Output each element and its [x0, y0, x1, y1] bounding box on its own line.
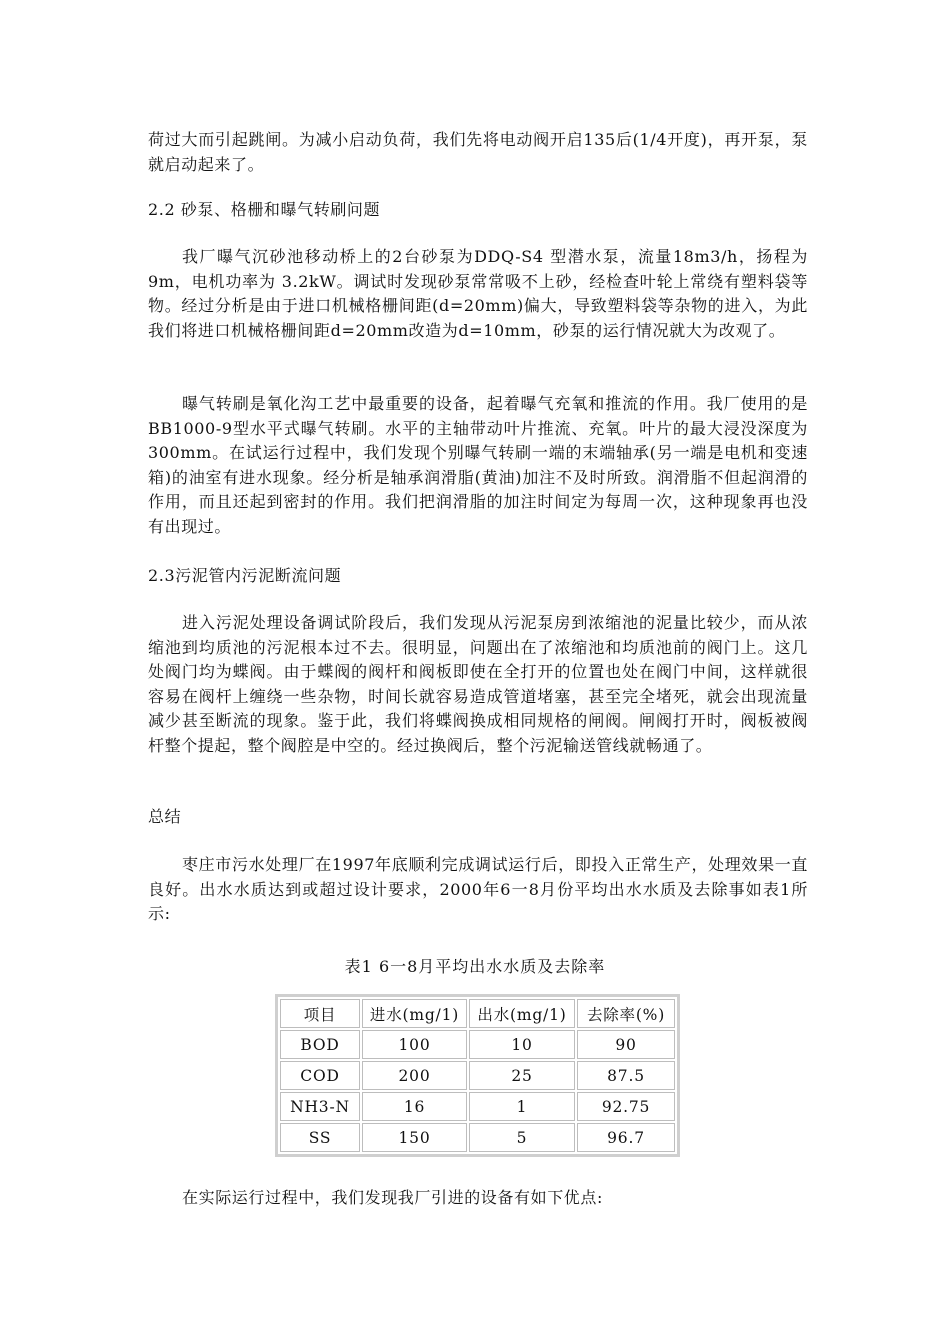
cell-item: SS: [280, 1123, 360, 1152]
paragraph-summary: 枣庄市污水处理厂在1997年底顺利完成调试运行后，即投入正常生产，处理效果一直良好。出水水质达到或超过设计要求，2000年6一8月份平均出水水质及去除事如表1所示:: [148, 855, 808, 923]
cell-removal-rate: 87.5: [577, 1061, 675, 1090]
table-row: [280, 1123, 675, 1152]
paragraph-sand-pump: 我厂曝气沉砂池移动桥上的2台砂泵为DDQ-S4 型潜水泵，流量18m3/h，扬程为9m，电机功率为 3.2kW。调试时发现砂泵常常吸不上砂，经检查叶轮上常绕有塑料袋等物。经过分析是由于进口机械格栅间距(d=20mm)偏大，导致塑料袋等杂物的进入，为此我们将进口机械格栅间距d=20mm改造为d=10mm，砂泵的运行情况就大为改观了。: [148, 247, 808, 340]
cell-influent: 100: [362, 1030, 467, 1059]
header-cell-removal-rate: 去除率(%): [577, 999, 675, 1028]
section-heading-2-2: 2.2 砂泵、格栅和曝气转刷问题: [148, 200, 381, 219]
header-cell-effluent: 出水(mg/1): [469, 999, 575, 1028]
table-row: [280, 1092, 675, 1121]
cell-effluent: 25: [469, 1061, 575, 1090]
section-heading-summary: 总结: [148, 807, 182, 826]
table-caption: 表1 6一8月平均出水水质及去除率: [344, 957, 606, 976]
header-cell-influent: 进水(mg/1): [362, 999, 467, 1028]
cell-removal-rate: 92.75: [577, 1092, 675, 1121]
table-header-row: [280, 999, 675, 1028]
header-cell-item: 项目: [280, 999, 360, 1028]
cell-influent: 150: [362, 1123, 467, 1152]
water-quality-table-frame: [275, 994, 680, 1157]
water-quality-table: [278, 997, 677, 1154]
paragraph-aerator: 曝气转刷是氧化沟工艺中最重要的设备，起着曝气充氧和推流的作用。我厂使用的是BB1000-9型水平式曝气转刷。水平的主轴带动叶片推流、充氧。叶片的最大浸没深度为300mm。在试运行过程中，我们发现个别曝气转刷一端的末端轴承(另一端是电机和变速箱)的油室有进水现象。经分析是轴承润滑脂(黄油)加注不及时所致。润滑脂不但起润滑的作用，而且还起到密封的作用。我们把润滑脂的加注时间定为每周一次，这种现象再也没有出现过。: [148, 394, 808, 536]
cell-removal-rate: 96.7: [577, 1123, 675, 1152]
table-row: [280, 1061, 675, 1090]
cell-item: NH3-N: [280, 1092, 360, 1121]
cell-influent: 16: [362, 1092, 467, 1121]
cell-item: COD: [280, 1061, 360, 1090]
cell-effluent: 5: [469, 1123, 575, 1152]
cell-effluent: 1: [469, 1092, 575, 1121]
cell-removal-rate: 90: [577, 1030, 675, 1059]
cell-influent: 200: [362, 1061, 467, 1090]
table-row: [280, 1030, 675, 1059]
paragraph-sludge: 进入污泥处理设备调试阶段后，我们发现从污泥泵房到浓缩池的泥量比较少，而从浓缩池到均质池的污泥根本过不去。很明显，问题出在了浓缩池和均质池前的阀门上。这几处阀门均为蝶阀。由于蝶阀的阀杆和阀板即使在全打开的位置也处在阀门中间，这样就很容易在阀杆上缠绕一些杂物，时间长就容易造成管道堵塞，甚至完全堵死，就会出现流量减少甚至断流的现象。鉴于此，我们将蝶阀换成相同规格的闸阀。闸阀打开时，阀板被阀杆整个提起，整个阀腔是中空的。经过换阀后，整个污泥输送管线就畅通了。: [148, 613, 808, 755]
paragraph-continuation: 荷过大而引起跳闸。为减小启动负荷，我们先将电动阀开启135后(1/4开度)，再开泵，泵就启动起来了。: [148, 130, 808, 174]
cell-item: BOD: [280, 1030, 360, 1059]
cell-effluent: 10: [469, 1030, 575, 1059]
paragraph-advantages-intro: 在实际运行过程中，我们发现我厂引进的设备有如下优点:: [182, 1188, 603, 1207]
section-heading-2-3: 2.3污泥管内污泥断流问题: [148, 566, 342, 585]
